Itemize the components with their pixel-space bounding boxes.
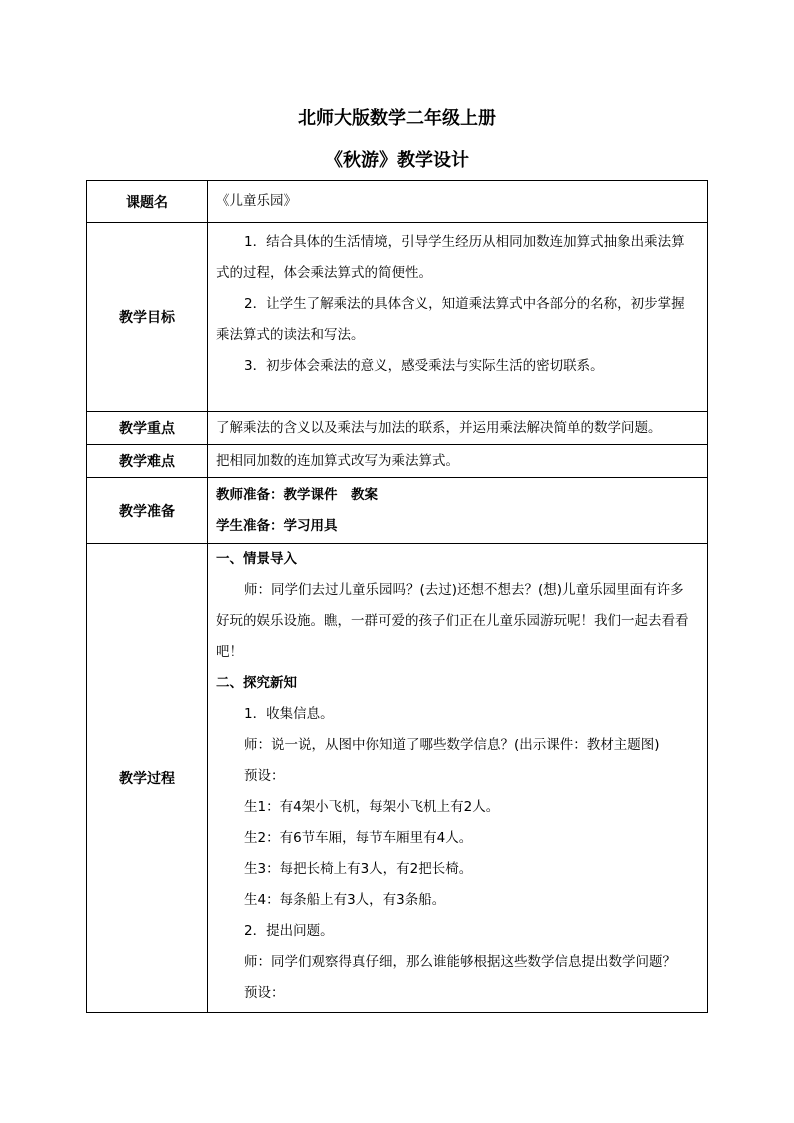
process-line: 师：同学们观察得真仔细，那么谁能够根据这些数学信息提出数学问题？ <box>244 954 676 970</box>
process-line: 生2：有6节车厢，每节车厢里有4人。 <box>244 830 473 846</box>
student-preparation <box>216 511 701 542</box>
student-preparation-items: 学习用具 <box>283 517 338 534</box>
process-line: 师：同学们去过儿童乐园吗？(去过)还想不想去？(想)儿童乐园里面有许多 <box>244 582 684 598</box>
teacher-preparation-items: 教学课件 教案 <box>283 486 378 503</box>
process-line: 生1：有4架小飞机，每架小飞机上有2人。 <box>244 799 500 815</box>
process-line: 吧！ <box>216 644 243 660</box>
difficulties-label: 教学难点 <box>87 445 208 478</box>
table-row-difficulties <box>87 445 708 478</box>
process-line: 预设： <box>244 768 285 784</box>
document-subtitle: 《秋游》教学设计 <box>325 150 469 171</box>
key-points-value: 了解乘法的含义以及乘法与加法的联系，并运用乘法解决简单的数学问题。 <box>216 419 662 436</box>
objective-line: 式的过程，体会乘法算式的简便性。 <box>216 265 432 281</box>
lesson-plan-table <box>86 180 708 1013</box>
topic-label: 课题名 <box>87 181 208 223</box>
objective-line: 1．结合具体的生活情境，引导学生经历从相同加数连加算式抽象出乘法算 <box>244 234 685 250</box>
process-cell <box>208 544 708 1013</box>
table-row-preparation <box>87 478 708 544</box>
key-points-label: 教学重点 <box>87 412 208 445</box>
process-line: 1．收集信息。 <box>244 706 334 722</box>
process-line: 师：说一说，从图中你知道了哪些数学信息？(出示课件：教材主题图) <box>244 737 660 753</box>
objective-line: 3．初步体会乘法的意义，感受乘法与实际生活的密切联系。 <box>244 358 604 374</box>
objectives-label: 教学目标 <box>87 223 208 412</box>
table-row-process <box>87 544 708 1013</box>
process-label: 教学过程 <box>87 544 208 1013</box>
table-row-objectives <box>87 223 708 412</box>
document-title: 北师大版数学二年级上册 <box>298 108 496 129</box>
topic-cell <box>208 181 708 223</box>
objectives-cell <box>208 223 708 412</box>
process-line: 预设： <box>244 985 285 1001</box>
preparation-label: 教学准备 <box>87 478 208 544</box>
process-line: 生4：每条船上有3人，有3条船。 <box>244 892 446 908</box>
topic-value: 《儿童乐园》 <box>216 193 297 209</box>
process-line: 2．提出问题。 <box>244 923 334 939</box>
section-heading: 二、探究新知 <box>216 675 297 691</box>
student-preparation-label: 学生准备： <box>216 517 284 534</box>
teacher-preparation <box>216 480 701 511</box>
key-points-cell <box>208 412 708 445</box>
preparation-cell <box>208 478 708 544</box>
section-heading: 一、情景导入 <box>216 551 297 567</box>
table-row-topic <box>87 181 708 223</box>
objective-line: 2．让学生了解乘法的具体含义，知道乘法算式中各部分的名称，初步掌握 <box>244 296 685 312</box>
difficulties-cell <box>208 445 708 478</box>
difficulties-value: 把相同加数的连加算式改写为乘法算式。 <box>216 452 459 469</box>
process-line: 好玩的娱乐设施。瞧，一群可爱的孩子们正在儿童乐园游玩呢！我们一起去看看 <box>216 613 689 629</box>
objective-line: 乘法算式的读法和写法。 <box>216 327 365 343</box>
table-row-key-points <box>87 412 708 445</box>
process-line: 生3：每把长椅上有3人，有2把长椅。 <box>244 861 473 877</box>
teacher-preparation-label: 教师准备： <box>216 486 284 503</box>
